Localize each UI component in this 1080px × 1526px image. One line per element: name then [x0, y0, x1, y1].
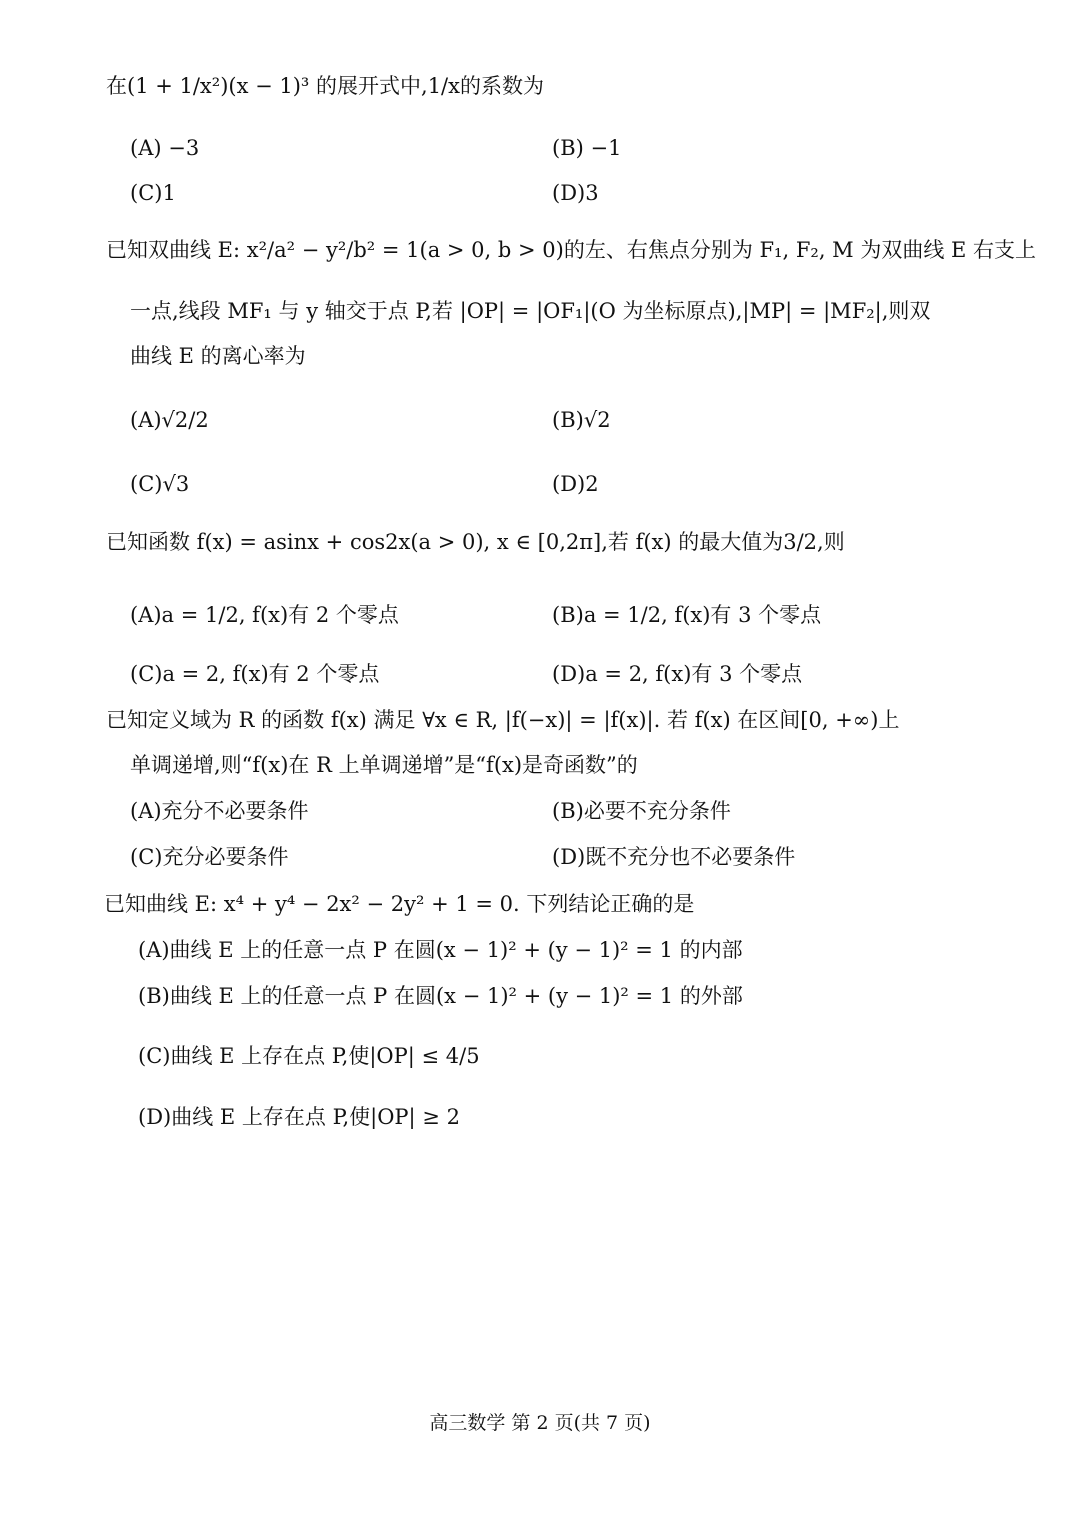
question-10-option-c: (C)曲线 E 上存在点 P,使|OP| ≤ 4/5	[138, 1044, 480, 1068]
question-8-option-b: (B)a = 1/2, f(x)有 3 个零点	[552, 603, 822, 627]
question-9-option-d: (D)既不充分也不必要条件	[552, 845, 796, 869]
question-6-option-d: (D)3	[552, 181, 599, 205]
question-6-stem: 在(1 + 1/x²)(x − 1)³ 的展开式中,1/x的系数为	[106, 74, 544, 98]
question-7-option-c: (C)√3	[130, 472, 190, 496]
question-6-option-b: (B) −1	[552, 136, 622, 160]
question-7-option-d: (D)2	[552, 472, 599, 496]
question-6-option-c: (C)1	[130, 181, 176, 205]
question-6-option-a: (A) −3	[130, 136, 200, 160]
question-10-option-d: (D)曲线 E 上存在点 P,使|OP| ≥ 2	[138, 1105, 460, 1129]
page-footer: 高三数学 第 2 页(共 7 页)	[429, 1412, 651, 1434]
question-9-option-c: (C)充分必要条件	[130, 845, 289, 869]
question-10-option-b: (B)曲线 E 上的任意一点 P 在圆(x − 1)² + (y − 1)² = 1 的外部	[138, 984, 743, 1008]
question-9-stem-line1: 已知定义域为 R 的函数 f(x) 满足 ∀x ∈ R, |f(−x)| = |f(x)|. 若 f(x) 在区间[0, +∞)上	[106, 708, 900, 732]
question-8-option-d: (D)a = 2, f(x)有 3 个零点	[552, 662, 803, 686]
question-7-stem-line2: 一点,线段 MF₁ 与 y 轴交于点 P,若 |OP| = |OF₁|(O 为坐标原点),|MP| = |MF₂|,则双	[130, 299, 931, 323]
question-10-option-a: (A)曲线 E 上的任意一点 P 在圆(x − 1)² + (y − 1)² = 1 的内部	[138, 938, 743, 962]
question-10-stem: 已知曲线 E: x⁴ + y⁴ − 2x² − 2y² + 1 = 0. 下列结论正确的是	[104, 892, 695, 916]
question-7-option-b: (B)√2	[552, 408, 611, 432]
question-7-stem-line1: 已知双曲线 E: x²/a² − y²/b² = 1(a > 0, b > 0)的左、右焦点分别为 F₁, F₂, M 为双曲线 E 右支上	[106, 238, 1037, 262]
question-9-option-a: (A)充分不必要条件	[130, 799, 309, 823]
question-7-stem-line3: 曲线 E 的离心率为	[130, 344, 306, 368]
question-8-option-c: (C)a = 2, f(x)有 2 个零点	[130, 662, 380, 686]
question-9-option-b: (B)必要不充分条件	[552, 799, 731, 823]
question-8-option-a: (A)a = 1/2, f(x)有 2 个零点	[130, 603, 399, 627]
question-7-option-a: (A)√2/2	[130, 408, 209, 432]
question-8-stem: 已知函数 f(x) = asinx + cos2x(a > 0), x ∈ [0,2π],若 f(x) 的最大值为3/2,则	[106, 530, 845, 554]
question-9-stem-line2: 单调递增,则“f(x)在 R 上单调递增”是“f(x)是奇函数”的	[130, 753, 638, 777]
